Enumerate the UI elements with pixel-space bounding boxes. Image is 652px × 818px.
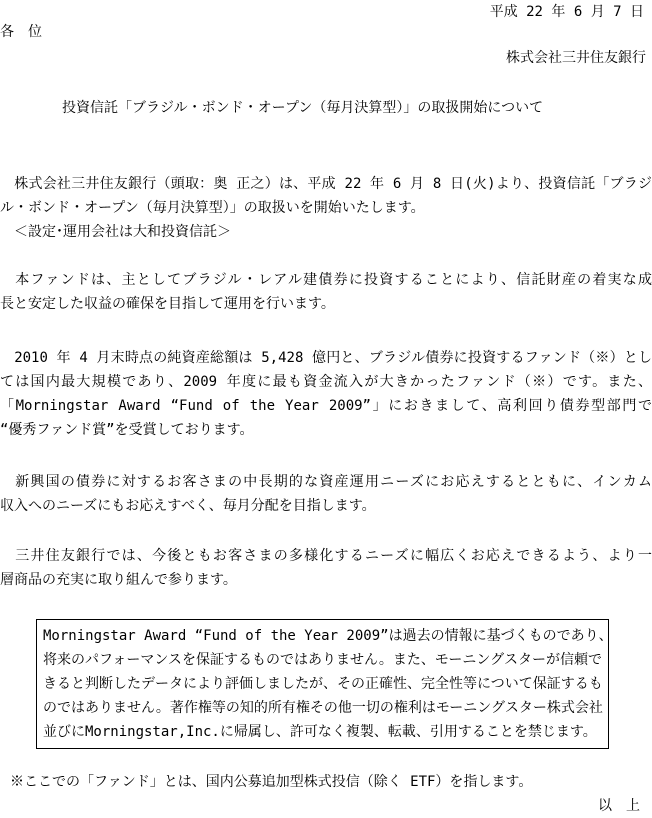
disclaimer-line: 将来のパフォーマンスを保証するものではありません。また、モーニングスターが信頼で: [43, 652, 602, 668]
paragraph-line: 層商品の充実に取り組んで参ります。: [0, 572, 237, 588]
disclaimer-line: 並びにMorningstar,Inc.に帰属し、許可なく複製、転載、引用することを禁じます。: [43, 724, 597, 740]
closing-mark: 以 上: [598, 798, 640, 814]
paragraph-fund-performance: [0, 346, 652, 442]
paragraph-line: 2010 年 4 月末時点の純資産総額は 5,428 億円と、ブラジル債券に投資するファンド（※）とし: [0, 350, 652, 366]
paragraph-line: “優秀ファンド賞”を受賞しております。: [0, 422, 254, 438]
paragraph-line: 株式会社三井住友銀行（頭取：奥 正之）は、平成 22 年 6 月 8 日(火)より、投資信託「ブラジ: [0, 176, 652, 192]
paragraph-fund-overview: [0, 268, 652, 316]
paragraph-line: 長と安定した収益の確保を目指して運用を行います。: [0, 296, 335, 312]
paragraph-line: 三井住友銀行では、今後ともお客さまの多様化するニーズに幅広くお応えできるよう、より一: [0, 548, 652, 564]
document-title: 投資信託「ブラジル・ボンド・オープン（毎月決算型）」の取扱開始について: [62, 100, 544, 116]
paragraph-line: 「Morningstar Award “Fund of the Year 2009”」におきまして、高利回り債券型部門で: [0, 398, 652, 414]
paragraph-line: 収入へのニーズにもお応えすべく、毎月分配を目指します。: [0, 498, 376, 514]
paragraph-line: 新興国の債券に対するお客さまの中長期的な資産運用ニーズにお応えするとともに、インカム: [0, 474, 652, 490]
fund-definition-footnote: ※ここでの「ファンド」とは、国内公募追加型株式投信（除く ETF）を指します。: [10, 774, 533, 790]
paragraph-line: ＜設定･運用会社は大和投資信託＞: [0, 224, 231, 240]
paragraph-line: 本ファンドは、主としてブラジル・レアル建債券に投資することにより、信託財産の着実な成: [0, 272, 652, 288]
document-date: 平成 22 年 6 月 7 日: [489, 4, 644, 20]
paragraph-line: ル・ボンド・オープン（毎月決算型）」の取扱いを開始いたします。: [0, 200, 425, 216]
paragraph-announcement: [0, 172, 652, 244]
issuing-company: 株式会社三井住友銀行: [506, 50, 646, 66]
morningstar-disclaimer-box: [36, 619, 613, 749]
disclaimer-line: Morningstar Award “Fund of the Year 2009”は過去の情報に基づくものであり、: [43, 628, 613, 644]
recipients: 各 位: [0, 24, 42, 40]
disclaimer-line: のではありません。著作権等の知的所有権その他一切の権利はモーニングスター株式会社: [43, 700, 603, 716]
disclaimer-line: きると判断したデータにより評価しましたが、その正確性、完全性等について保証するも: [43, 676, 603, 692]
paragraph-monthly-distribution: [0, 470, 652, 518]
paragraph-line: ては国内最大規模であり、2009 年度に最も資金流入が大きかったファンド（※）です。また、: [0, 374, 652, 390]
paragraph-closing: [0, 544, 652, 592]
